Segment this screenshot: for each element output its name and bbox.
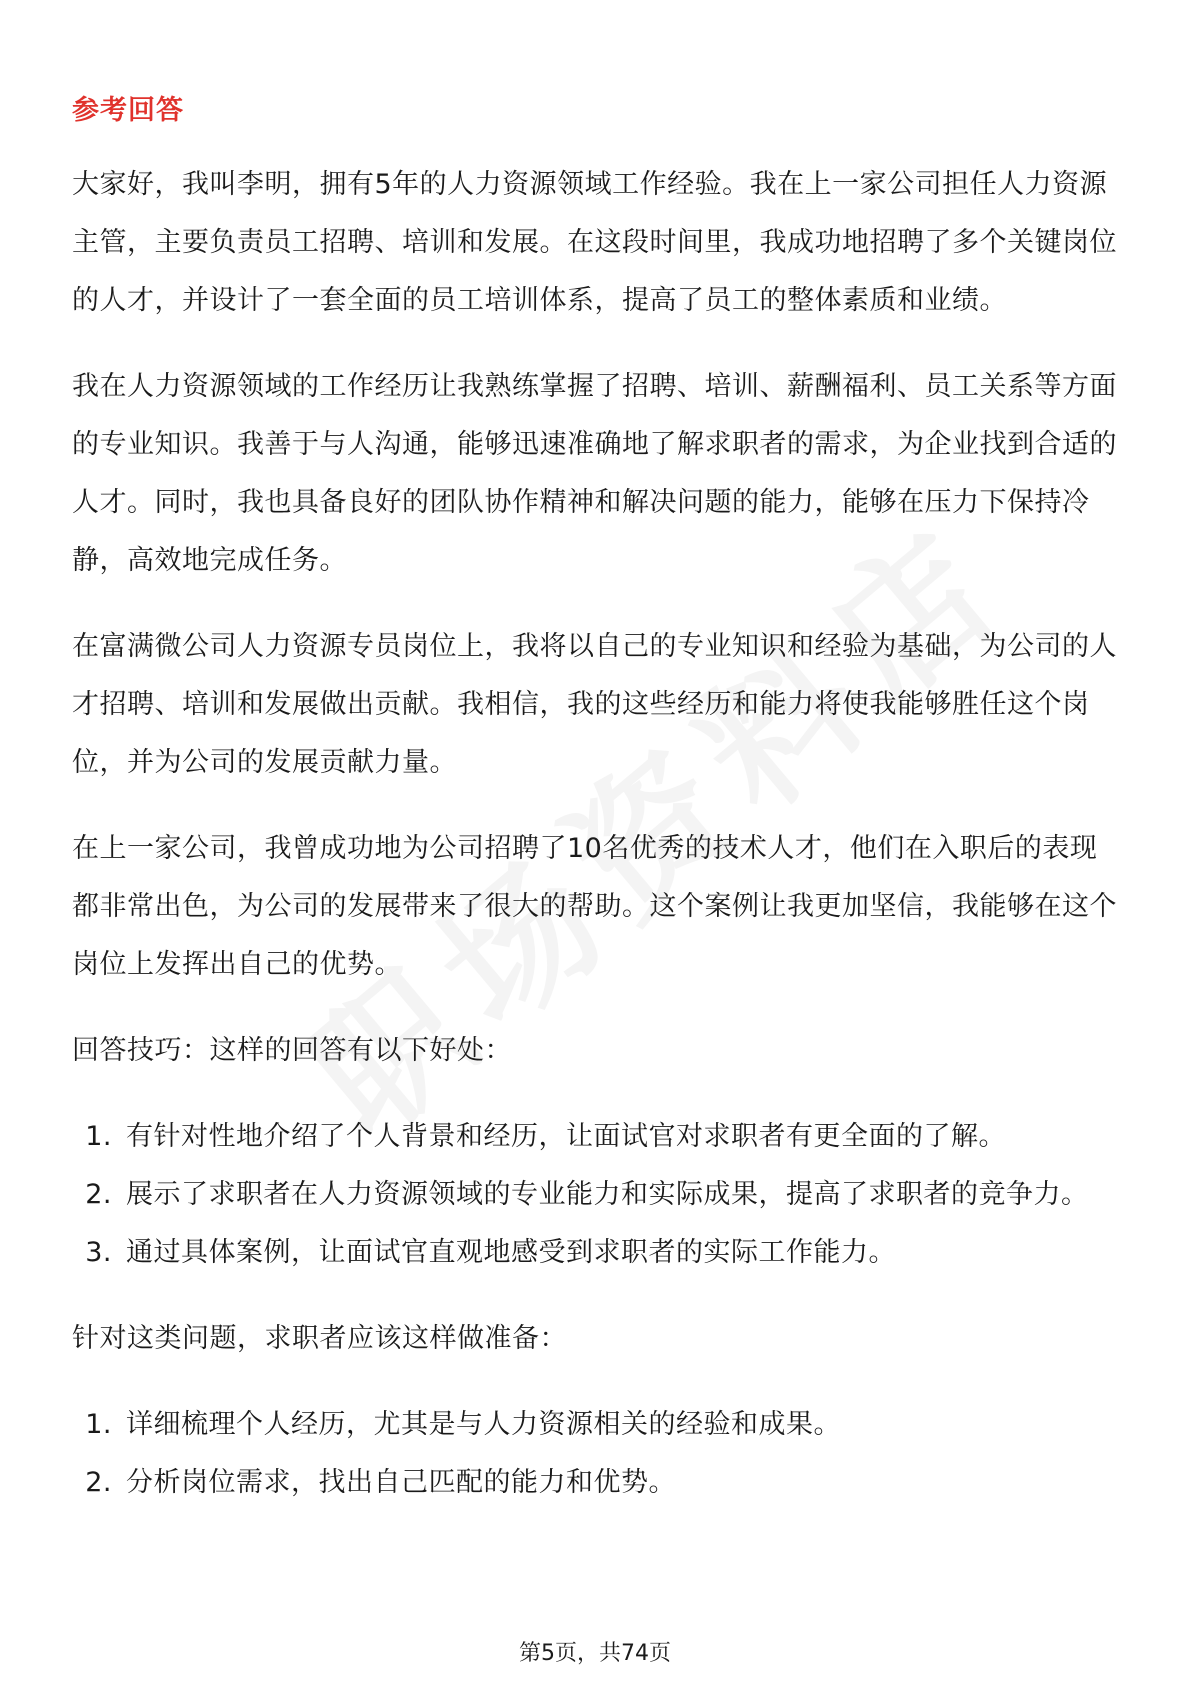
list-number: 1.	[85, 1121, 112, 1152]
list-text: 展示了求职者在人力资源领域的专业能力和实际成果，提高了求职者的竞争力。	[126, 1179, 1089, 1210]
answer-paragraph-2: 我在人力资源领域的工作经历让我熟练掌握了招聘、培训、薪酬福利、员工关系等方面的专业知识。我善于与人沟通，能够迅速准确地了解求职者的需求，为企业找到合适的人才。同时，我也具备良好的团队协作精神和解决问题的能力，能够在压力下保持冷静，高效地完成任务。	[72, 371, 1117, 576]
page-number: 第5页，共74页	[519, 1641, 671, 1666]
list-item	[72, 1396, 1122, 1454]
list-number: 3.	[85, 1237, 112, 1268]
prep-list	[72, 1396, 1122, 1512]
list-item	[72, 1166, 1122, 1224]
list-number: 2.	[85, 1467, 112, 1498]
list-number: 1.	[85, 1409, 112, 1440]
tips-list	[72, 1108, 1122, 1282]
list-text: 通过具体案例，让面试官直观地感受到求职者的实际工作能力。	[126, 1237, 896, 1268]
list-text: 详细梳理个人经历，尤其是与人力资源相关的经验和成果。	[126, 1409, 841, 1440]
tips-intro: 回答技巧：这样的回答有以下好处：	[72, 1035, 512, 1066]
answer-paragraph-1: 大家好，我叫李明，拥有5年的人力资源领域工作经验。我在上一家公司担任人力资源主管，主要负责员工招聘、培训和发展。在这段时间里，我成功地招聘了多个关键岗位的人才，并设计了一套全面的员工培训体系，提高了员工的整体素质和业绩。	[72, 169, 1117, 316]
prep-intro: 针对这类问题，求职者应该这样做准备：	[72, 1323, 567, 1354]
list-item	[72, 1108, 1122, 1166]
list-item	[72, 1224, 1122, 1282]
answer-paragraph-4: 在上一家公司，我曾成功地为公司招聘了10名优秀的技术人才，他们在入职后的表现都非常出色，为公司的发展带来了很大的帮助。这个案例让我更加坚信，我能够在这个岗位上发挥出自己的优势。	[72, 833, 1117, 980]
list-item	[72, 1454, 1122, 1512]
section-heading: 参考回答	[72, 95, 184, 126]
answer-content	[72, 156, 1122, 1540]
list-text: 分析岗位需求，找出自己匹配的能力和优势。	[126, 1467, 676, 1498]
list-text: 有针对性地介绍了个人背景和经历，让面试官对求职者有更全面的了解。	[126, 1121, 1006, 1152]
list-number: 2.	[85, 1179, 112, 1210]
answer-paragraph-3: 在富满微公司人力资源专员岗位上，我将以自己的专业知识和经验为基础，为公司的人才招聘、培训和发展做出贡献。我相信，我的这些经历和能力将使我能够胜任这个岗位，并为公司的发展贡献力量。	[72, 631, 1117, 778]
